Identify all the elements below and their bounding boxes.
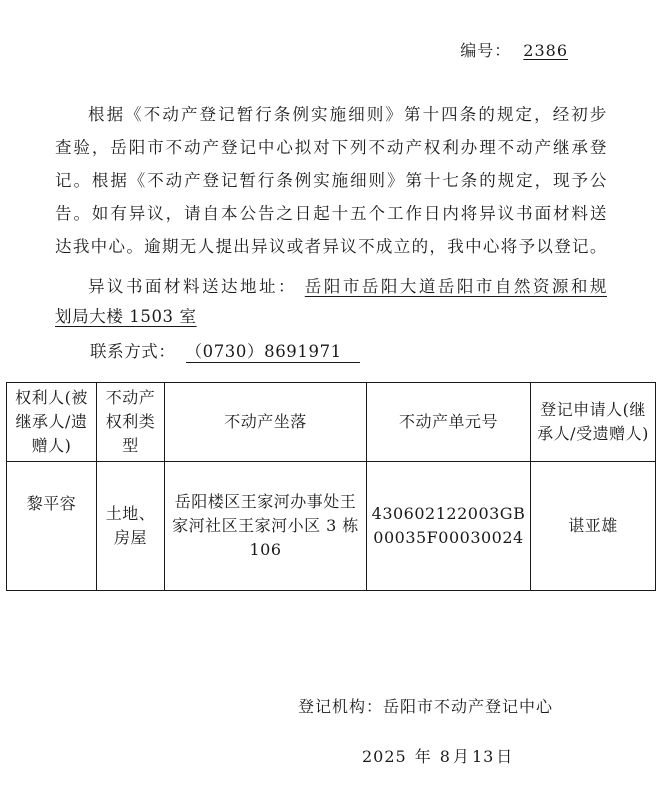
- header-location: 不动产坐落: [165, 383, 367, 462]
- header-holder: 权利人(被继承人/遗赠人): [7, 383, 97, 462]
- serial-number: 2386: [523, 41, 568, 60]
- date-day-unit: 日: [496, 747, 514, 766]
- serial-label: 编号：: [460, 41, 512, 60]
- contact-label: 联系方式：: [90, 342, 176, 361]
- cell-right-type: 土地、房屋: [97, 462, 165, 591]
- body-line-4: 告。如有异议，请自本公告之日起十五个工作日内将异议书面材料送: [55, 204, 607, 223]
- contact-value: （0730）8691971: [186, 342, 360, 363]
- notice-body: [55, 98, 607, 263]
- agency-name: 岳阳市不动产登记中心: [383, 697, 554, 716]
- header-unit-number: 不动产单元号: [367, 383, 531, 462]
- address-line: [55, 270, 607, 303]
- cell-applicant: 谌亚雄: [531, 462, 656, 591]
- address-label: 异议书面材料送达地址：: [88, 277, 298, 296]
- body-line-2: 查验，岳阳市不动产登记中心拟对下列不动产权利办理不动产继承登: [55, 138, 607, 157]
- cell-holder: 黎平容: [7, 462, 97, 591]
- address-line-2: [55, 303, 197, 327]
- body-line-5: 达我中心。逾期无人提出异议或者异议不成立的，我中心将予以登记。: [55, 237, 607, 256]
- date-line: [362, 744, 521, 767]
- header-right-type: 不动产权利类型: [97, 383, 165, 462]
- cell-location: 岳阳楼区王家河办事处王家河社区王家河小区 3 栋 106: [165, 462, 367, 591]
- serial-number-line: [460, 38, 568, 61]
- body-line-1: 根据《不动产登记暂行条例实施细则》第十四条的规定，经初步: [88, 105, 607, 124]
- date-month: 8: [439, 747, 451, 766]
- contact-line: [90, 338, 360, 363]
- registration-table: [6, 382, 656, 591]
- date-year: 2025: [362, 747, 407, 766]
- address-value-part1: 岳阳市岳阳大道岳阳市自然资源和规: [304, 277, 607, 296]
- table-row: [7, 462, 656, 591]
- header-applicant: 登记申请人(继承人/受遗赠人): [531, 383, 656, 462]
- date-day: 13: [471, 747, 495, 766]
- address-value-part2: 划局大楼 1503 室: [55, 307, 197, 326]
- agency-label: 登记机构：: [298, 697, 384, 716]
- date-month-unit: 月: [452, 747, 470, 766]
- date-year-unit: 年: [414, 747, 432, 766]
- body-line-3: 记。根据《不动产登记暂行条例实施细则》第十七条的规定，现予公: [55, 171, 607, 190]
- agency-line: [298, 694, 553, 717]
- table-header-row: [7, 383, 656, 462]
- cell-unit-number: 430602122003GB00035F00030024: [367, 462, 531, 591]
